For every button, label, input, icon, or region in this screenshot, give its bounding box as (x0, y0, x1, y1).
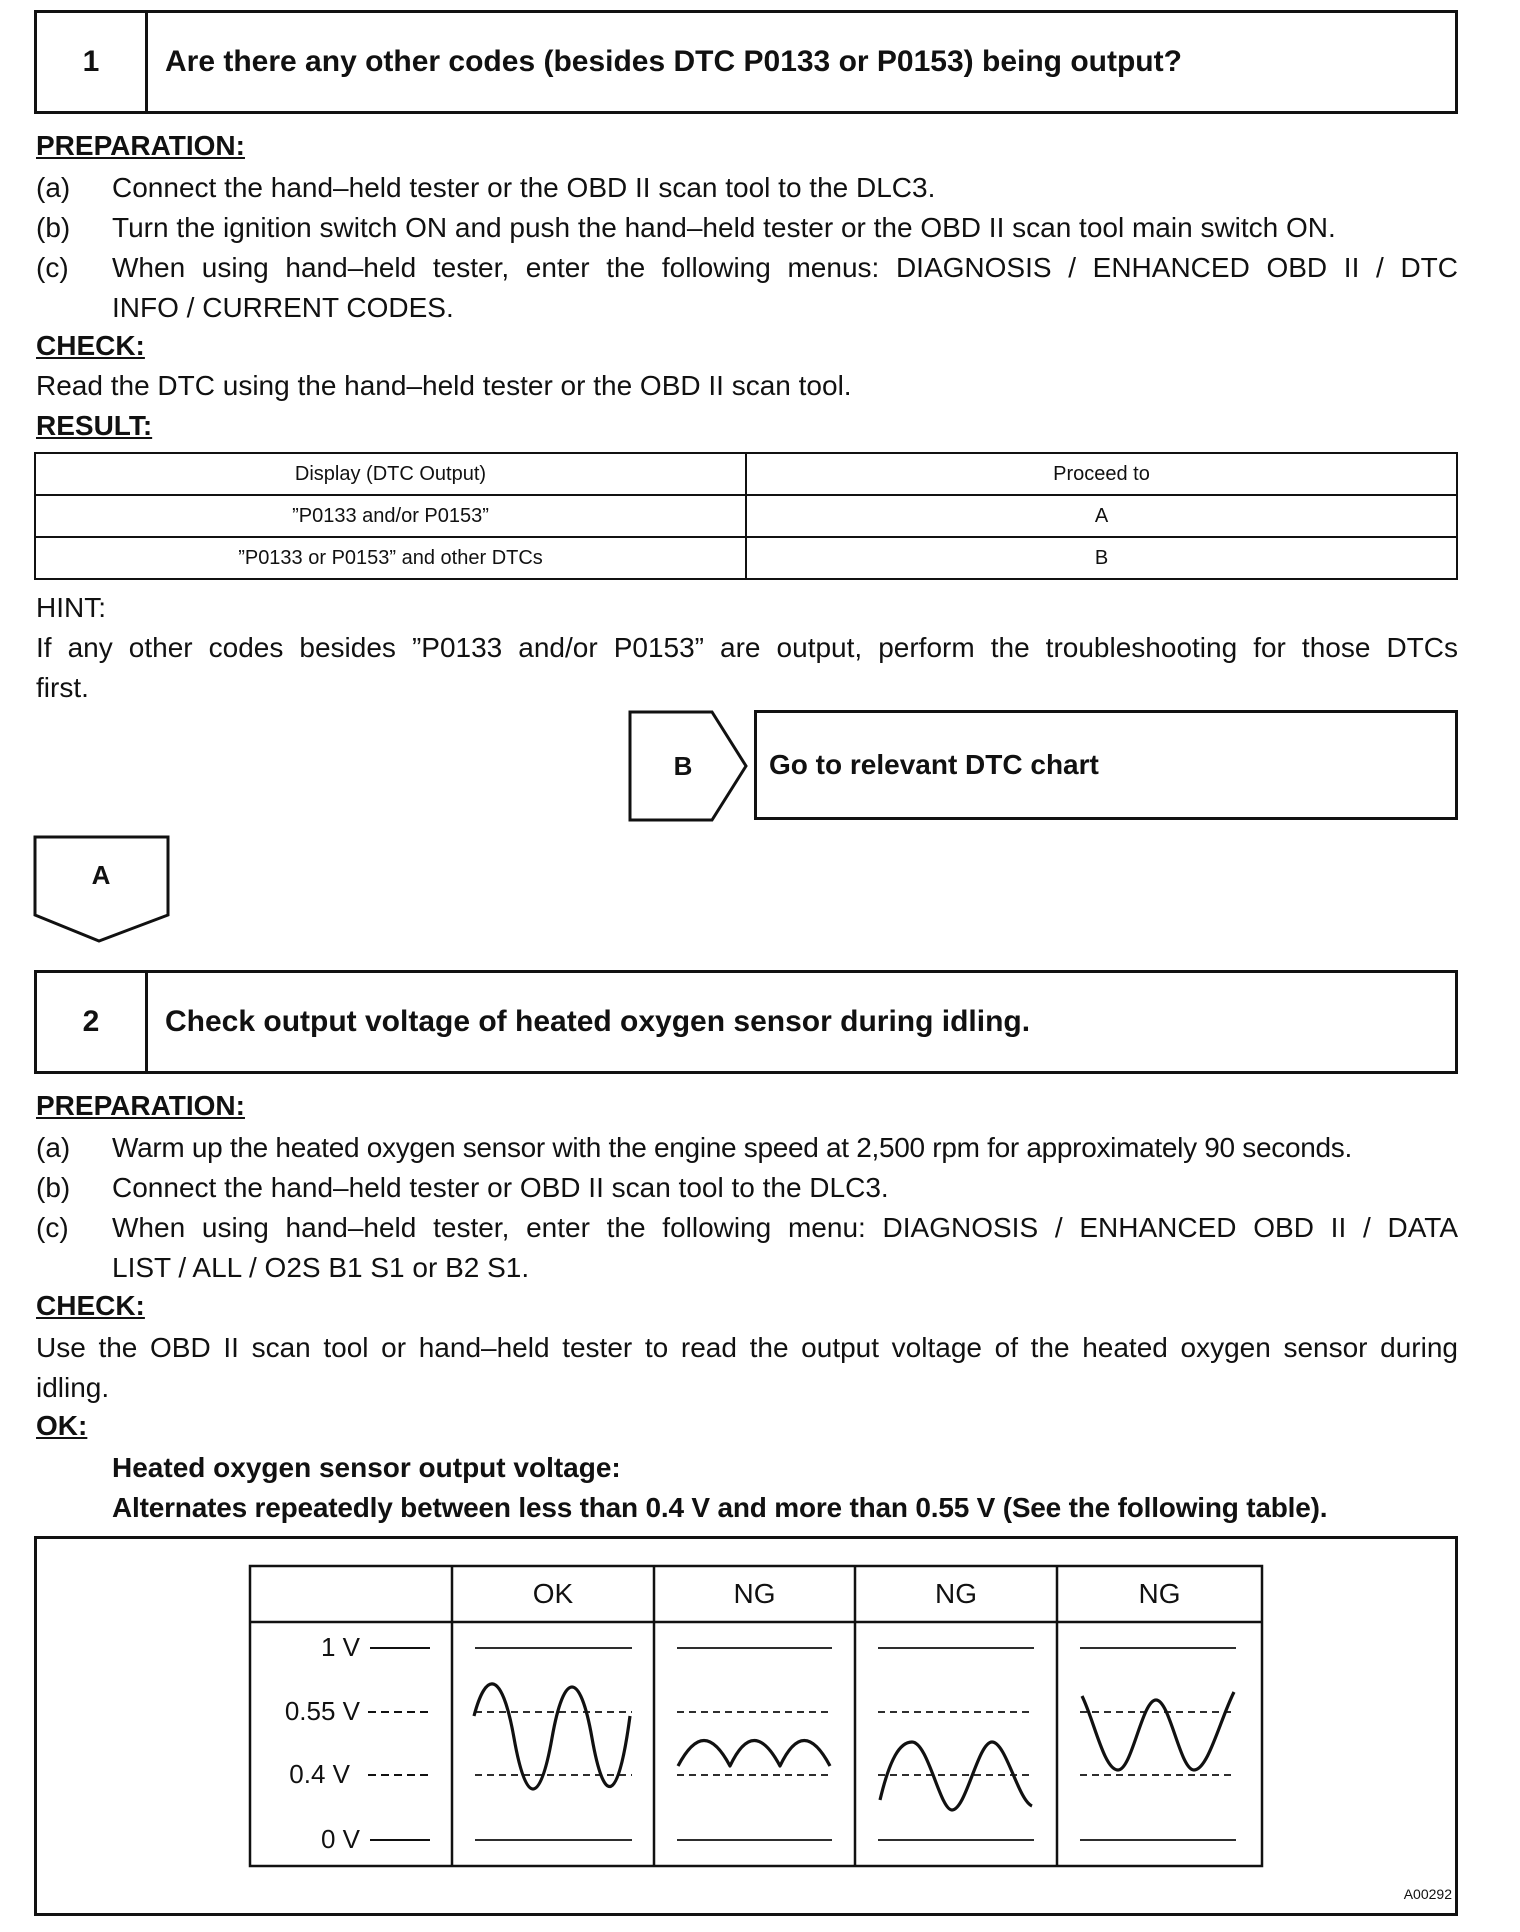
ng-waveform-3 (1082, 1692, 1234, 1770)
check-heading: CHECK: (36, 1290, 145, 1321)
ok-line-1: Heated oxygen sensor output voltage: (112, 1452, 621, 1483)
prep-label-c: (c) (36, 1212, 69, 1243)
preparation-heading: PREPARATION: (36, 1090, 245, 1121)
table-cell: A (746, 495, 1457, 537)
column-header-ng-2: NG (935, 1578, 977, 1609)
prep-item-a: Connect the hand–held tester or the OBD II scan tool to the DLC3. (112, 172, 936, 203)
voltage-ticks (368, 1648, 430, 1840)
voltage-label-1v: 1 V (320, 1632, 360, 1662)
branch-a-label: A (91, 859, 111, 890)
prep-item-c-line-2: INFO / CURRENT CODES. (112, 292, 454, 323)
table-cell: ”P0133 and/or P0153” (35, 495, 746, 537)
table-cell: B (746, 537, 1457, 579)
preparation-heading: PREPARATION: (36, 130, 245, 161)
prep-label-a: (a) (36, 172, 71, 203)
prep-item-c-line-2: LIST / ALL / O2S B1 S1 or B2 S1. (112, 1252, 530, 1283)
prep-item-b: Connect the hand–held tester or OBD II scan tool to the DLC3. (112, 1172, 889, 1203)
prep-item-b: Turn the ignition switch ON and push the hand–held tester or the OBD II scan tool main switch ON. (112, 212, 1336, 243)
column-header-ng-1: NG (733, 1578, 776, 1609)
column-header-ng-3: NG (1138, 1578, 1181, 1609)
prep-label-b: (b) (36, 212, 71, 243)
prep-item-c-line-1: When using hand–held tester, enter the following menus: DIAGNOSIS / ENHANCED OBD II / DTC (112, 252, 1458, 283)
column-header-ok: OK (532, 1578, 574, 1609)
check-text: Read the DTC using the hand–held tester or the OBD II scan tool. (36, 370, 852, 401)
figure-reference: A00292 (1403, 1886, 1452, 1902)
hint-heading: HINT: (36, 592, 106, 623)
prep-item-c-line-1: When using hand–held tester, enter the following menu: DIAGNOSIS / ENHANCED OBD II / DATA (112, 1212, 1458, 1243)
table-header-proceed: Proceed to (746, 453, 1457, 495)
step-number: 2 (37, 973, 148, 1071)
step-title: Check output voltage of heated oxygen sensor during idling. (165, 1005, 1031, 1038)
branch-b-text: Go to relevant DTC chart (769, 749, 1099, 780)
branch-b-label: B (673, 750, 693, 781)
check-heading: CHECK: (36, 330, 145, 361)
voltage-label-055v: 0.55 V (284, 1696, 360, 1726)
table-cell: ”P0133 or P0153” and other DTCs (35, 537, 746, 579)
step-number: 1 (37, 13, 148, 111)
prep-label-c: (c) (36, 252, 69, 283)
check-line-2: idling. (36, 1372, 110, 1403)
step-title: Are there any other codes (besides DTC P0133 or P0153) being output? (165, 45, 1182, 78)
table-header-display: Display (DTC Output) (35, 453, 746, 495)
voltage-label-04v: 0.4 V (289, 1759, 350, 1789)
hint-line-1: If any other codes besides ”P0133 and/or P0153” are output, perform the troubleshooting for those DTCs (36, 632, 1458, 663)
prep-item-a: Warm up the heated oxygen sensor with the engine speed at 2,500 rpm for approximately 90 seconds. (112, 1132, 1352, 1163)
ok-waveform (474, 1684, 630, 1789)
check-line-1: Use the OBD II scan tool or hand–held tester to read the output voltage of the heated oxygen sensor during (36, 1332, 1458, 1363)
prep-label-b: (b) (36, 1172, 71, 1203)
ok-line-2: Alternates repeatedly between less than 0.4 V and more than 0.55 V (See the following table). (112, 1492, 1328, 1523)
ng-waveform-1 (678, 1741, 830, 1767)
hint-line-2: first. (36, 672, 89, 703)
voltage-label-0v: 0 V (320, 1824, 360, 1854)
ok-heading: OK: (36, 1410, 88, 1441)
prep-label-a: (a) (36, 1132, 71, 1163)
result-heading: RESULT: (36, 410, 153, 441)
ng-waveform-2 (880, 1742, 1032, 1810)
